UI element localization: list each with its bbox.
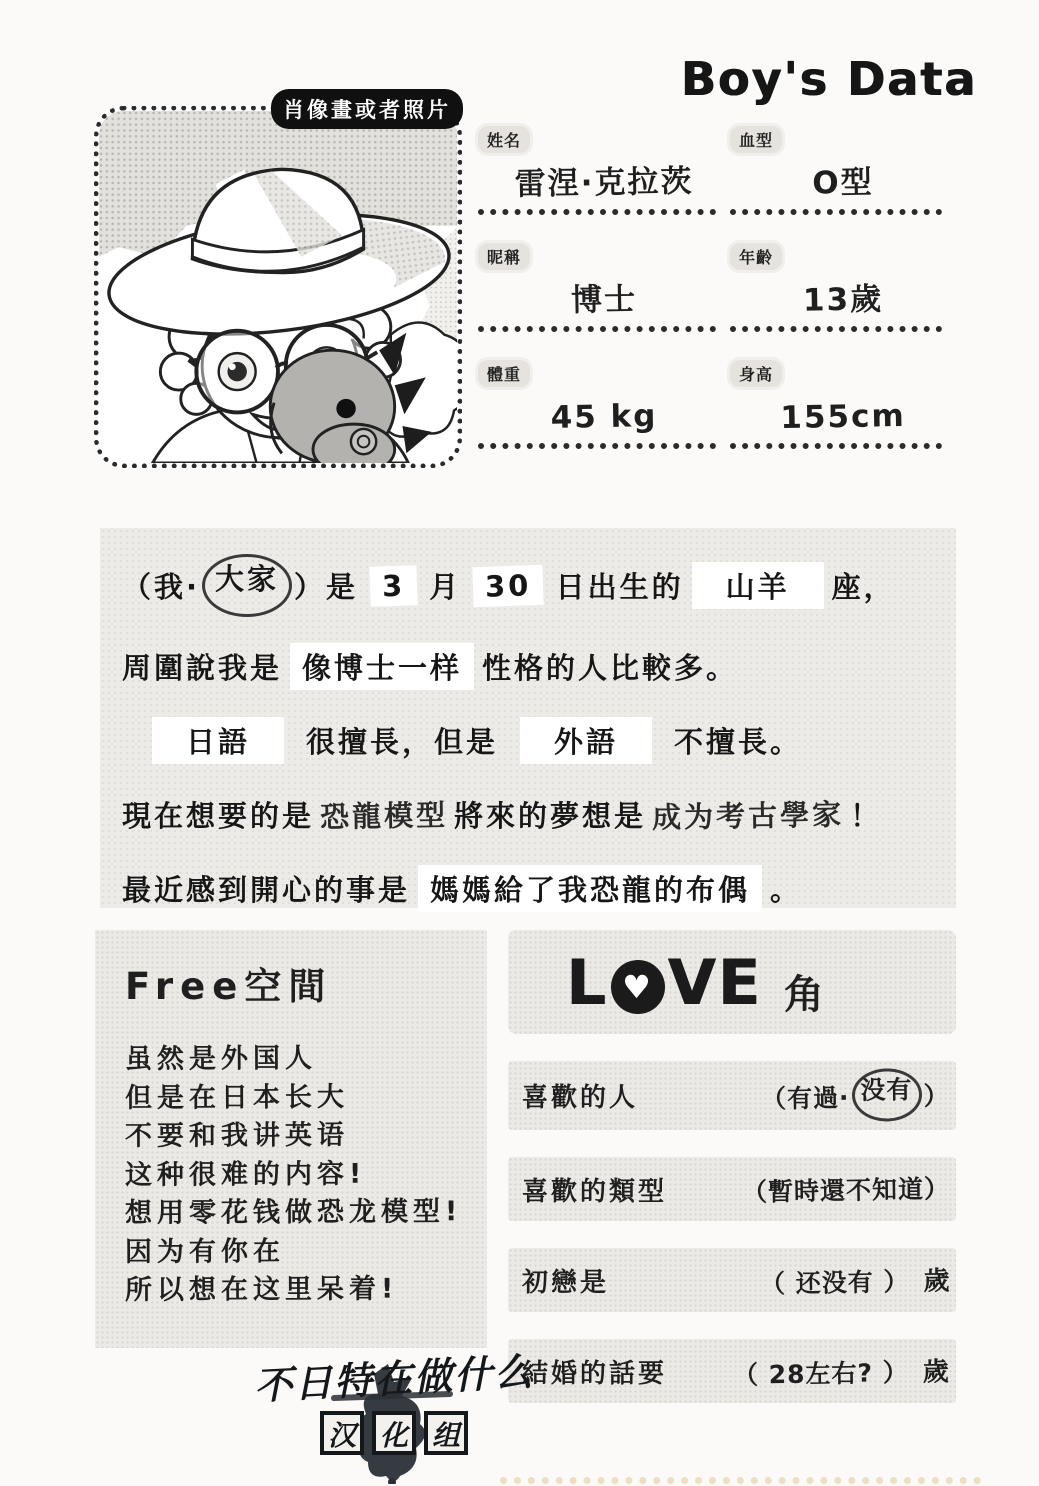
text: L [566,945,608,1019]
free-space-line: 虽然是外国人 [124,1042,318,1075]
portrait-illustration [99,111,457,463]
text: ）是 [294,570,359,604]
data-fields [478,126,958,449]
watermark-char: 组 [424,1411,468,1455]
age-suffix: 歲 [922,1265,951,1297]
field-bloodtype-value: O型 [812,164,875,202]
love-title-suffix: 角 [783,971,824,1018]
free-space-section [95,930,487,1348]
text: 不擅長。 [674,724,803,759]
fill-good-language: 日語 [152,717,284,764]
portrait-frame [94,98,462,468]
field-name-label: 姓名 [478,126,530,153]
field-name [478,126,730,215]
text: 座， [831,570,896,604]
fill-dream: 成为考古學家 [651,796,845,835]
love-title [566,946,762,1019]
love-row-label: 結婚的話要 [522,1358,668,1389]
love-row-type [508,1157,956,1221]
field-bloodtype [730,126,956,215]
free-space-line: 这种很难的内容! [124,1158,367,1191]
love-row-answer [733,1351,950,1392]
free-space-line: 因为有你在 [124,1235,286,1268]
love-row-label: 喜歡的類型 [522,1176,668,1207]
page-title: Boy's Data [680,52,977,106]
free-space-line: 不要和我讲英语 [124,1119,350,1152]
profile-line-1 [122,554,936,617]
fill-personality: 像博士一样 [290,643,474,690]
profile-line-2 [122,641,936,691]
field-weight [478,360,730,449]
text: 日出生的 [555,570,684,604]
free-space-line: 想用零花钱做恐龙模型! [124,1196,463,1229]
love-row-liked-person [508,1061,956,1130]
love-row-label: 喜歡的人 [522,1083,639,1113]
love-corner-header [508,930,956,1034]
text: 性格的人比較多。 [482,650,739,685]
text: ） [923,1080,951,1111]
portrait-caption: 肖像畫或者照片 [271,89,463,129]
watermark-char: 化 [372,1411,416,1455]
watermark-title: 不日特在做什么 [253,1348,536,1409]
watermark-group-name [224,1411,564,1455]
heart-icon: ♥ [611,960,665,1014]
love-row-marriage [508,1339,956,1403]
circled-answer: 没有 [852,1068,923,1122]
fill-bad-language: 外語 [520,717,652,764]
field-nickname-label: 昵稱 [478,243,530,270]
text: ！ [850,798,883,833]
fill-happy-thing: 媽媽給了我恐龍的布偶 [418,865,762,912]
bottom-dotted-rule [500,1477,981,1484]
profile-paragraph [100,528,956,908]
free-space-title: Free空間 [125,965,333,1008]
watermark-char: 汉 [320,1411,364,1455]
love-row-label: 初戀是 [522,1267,610,1298]
text: 將來的夢想是 [454,798,647,833]
circled-answer: 大家 [202,554,292,617]
field-nickname [478,243,730,332]
field-height-value: 155cm [780,397,907,437]
free-space-line: 所以想在这里呆着! [124,1273,399,1306]
text: 很擅長，但是 [306,724,499,759]
love-row-first-love [508,1248,956,1312]
profile-line-4 [122,789,936,839]
field-bloodtype-label: 血型 [730,126,782,153]
love-corner-section [508,930,956,1403]
field-height [730,360,956,449]
field-age-label: 年齡 [730,243,782,270]
text: 月 [429,570,462,604]
text: （ 还没有 ） [759,1266,910,1298]
text: （ 28左右? ） [733,1356,910,1389]
scanlation-watermark [224,1348,564,1486]
age-suffix: 歲 [922,1356,951,1388]
love-row-answer [761,1067,950,1123]
field-weight-value: 45 kg [550,398,658,436]
field-age-value: 13歲 [802,281,884,319]
text: 周圍說我是 [122,650,283,685]
field-height-label: 身高 [730,360,782,387]
love-row-answer: （暫時還不知道） [741,1174,951,1207]
fill-zodiac: 山羊 [692,562,824,609]
free-space-line: 但是在日本长大 [124,1081,350,1114]
fill-day: 30 [473,564,545,606]
text: 最近感到開心的事是 [122,872,411,907]
text: VE [667,945,762,1019]
text: （我· [122,570,201,604]
field-nickname-value: 博士 [570,281,638,319]
text: （有過· [761,1082,851,1114]
field-age [730,243,956,332]
fill-want: 恐龍模型 [319,797,449,834]
love-row-answer [759,1260,950,1300]
profile-line-3 [122,715,936,765]
fill-month: 3 [369,565,418,607]
text: 。 [770,872,803,907]
profile-line-5 [122,863,936,913]
text: 現在想要的是 [122,798,315,833]
field-weight-label: 體重 [478,360,530,387]
field-name-value: 雷涅·克拉茨 [514,163,694,203]
